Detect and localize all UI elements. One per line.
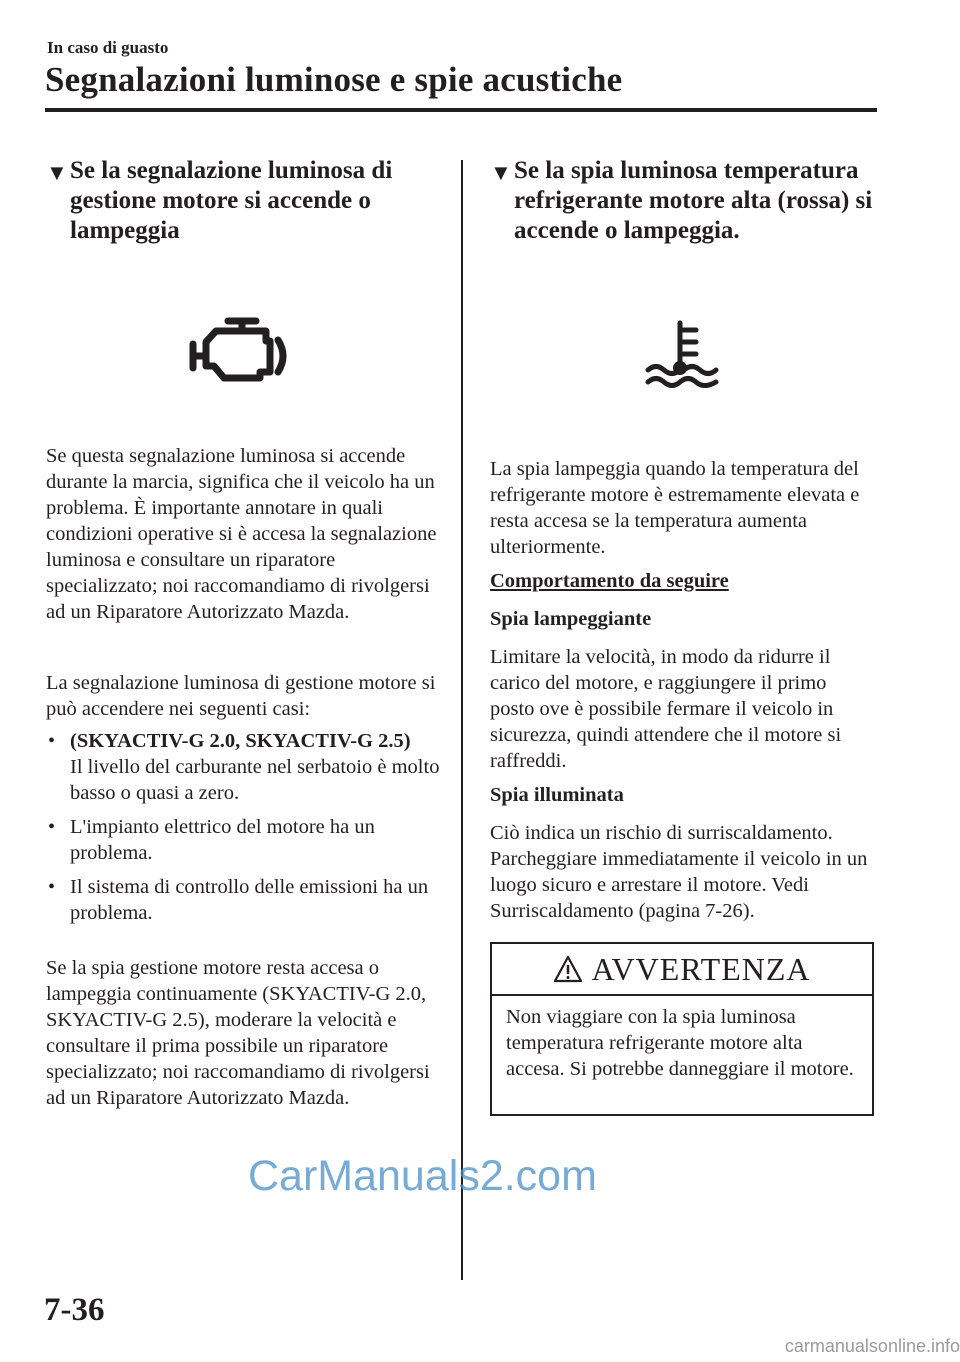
left-heading-text: Se la segnalazione luminosa di gestione motore si accende o lampeggia [70, 157, 393, 244]
column-divider [461, 160, 463, 1280]
warning-title: AVVERTENZA [591, 950, 811, 987]
list-item-text: Il sistema di controllo delle emissioni ha un problema. [70, 876, 429, 924]
bullet-icon: • [48, 876, 56, 898]
coolant-temperature-icon [644, 320, 720, 388]
right-heading-text: Se la spia luminosa temperatura refrigerante motore alta (rossa) si accende o lampeggia. [514, 157, 873, 244]
warning-triangle-icon [553, 955, 583, 983]
check-engine-icon [188, 316, 292, 384]
list-item-text: L'impianto elettrico del motore ha un problema. [70, 816, 375, 864]
watermark: CarManuals2.com [248, 1152, 597, 1200]
chapter-label: In caso di guasto [47, 38, 169, 57]
left-paragraph-2: La segnalazione luminosa di gestione motore si può accendere nei seguenti casi: [46, 672, 436, 720]
list-item [46, 814, 446, 866]
title-rule [45, 108, 877, 112]
lit-text: Ciò indica un rischio di surriscaldamento. Parcheggiare immediatamente il veicolo in un luogo sicuro e arrestare il motore. Vedi Surriscaldamento (pagina 7-26). [490, 822, 868, 922]
triangle-marker-icon: ▼ [46, 160, 68, 185]
list-item [46, 874, 446, 926]
left-paragraph-3: Se la spia gestione motore resta accesa o lampeggia continuamente (SKYACTIV-G 2.0, SKYACTIV-G 2.5), moderare la velocità e consultare il prima possibile un riparatore specializzato; noi raccomandiamo di rivolgersi ad un Riparatore Autorizzato Mazda. [46, 957, 430, 1109]
right-heading [490, 156, 874, 246]
page-number: 7-36 [44, 1292, 105, 1328]
warning-box [490, 942, 874, 1116]
left-heading [46, 156, 446, 246]
list-item-bold: (SKYACTIV-G 2.0, SKYACTIV-G 2.5) [70, 730, 411, 752]
left-paragraph-1: Se questa segnalazione luminosa si accende durante la marcia, significa che il veicolo ha un problema. È importante annotare in quali condizioni operative si è accesa la segnalazione luminosa e consultare un riparatore specializzato; noi raccomandiamo di rivolgersi ad un Riparatore Autorizzato Mazda. [46, 445, 437, 623]
right-paragraph-1: La spia lampeggia quando la temperatura del refrigerante motore è estremamente elevata e resta accesa se la temperatura aumenta ulteriormente. [490, 458, 860, 558]
behaviour-title: Comportamento da seguire [490, 570, 729, 592]
lit-title: Spia illuminata [490, 784, 624, 806]
list-item [46, 728, 446, 806]
warning-text: Non viaggiare con la spia luminosa temperatura refrigerante motore alta accesa. Si potrebbe danneggiare il motore. [506, 1006, 854, 1080]
footer-site: carmanualsonline.info [784, 1336, 960, 1356]
list-item-text: Il livello del carburante nel serbatoio è molto basso o quasi a zero. [70, 756, 440, 804]
cause-list [46, 728, 446, 934]
warning-header [492, 944, 872, 996]
bullet-icon: • [48, 730, 56, 752]
triangle-marker-icon: ▼ [490, 160, 512, 185]
page-title: Segnalazioni luminose e spie acustiche [45, 60, 623, 99]
flashing-text: Limitare la velocità, in modo da ridurre il carico del motore, e raggiungere il primo posto ove è possibile fermare il veicolo in sicurezza, quindi attendere che il motore si raffreddi. [490, 646, 842, 772]
flashing-title: Spia lampeggiante [490, 608, 652, 630]
bullet-icon: • [48, 816, 56, 838]
